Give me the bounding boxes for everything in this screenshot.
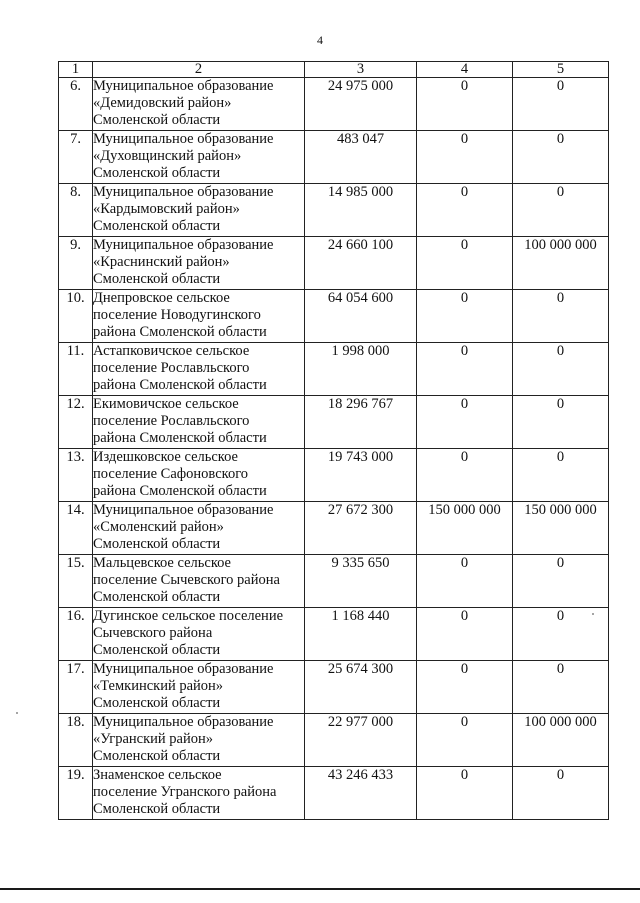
amount-col-4: 150 000 000: [417, 502, 513, 555]
header-row: [59, 62, 609, 78]
amount-col-4: 0: [417, 449, 513, 502]
amount-col-5: 0: [513, 396, 609, 449]
municipality-name-line: Муниципальное образование: [93, 184, 274, 200]
amount-col-4: 0: [417, 290, 513, 343]
amount-col-3: 24 975 000: [305, 78, 417, 131]
municipality-name: [93, 661, 305, 714]
municipality-name: [93, 237, 305, 290]
municipality-name-line: Днепровское сельское: [93, 290, 230, 306]
row-number: 18.: [59, 714, 93, 767]
municipality-name-line: «Демидовский район»: [93, 95, 232, 111]
amount-col-4: 0: [417, 396, 513, 449]
header-col-2: 2: [93, 62, 305, 78]
row-number: 7.: [59, 131, 93, 184]
municipality-name-line: «Краснинский район»: [93, 254, 230, 270]
municipality-name-line: района Смоленской области: [93, 483, 267, 499]
municipality-name-line: Мальцевское сельское: [93, 555, 231, 571]
table-row: [59, 290, 609, 343]
table-row: [59, 502, 609, 555]
amount-col-3: 18 296 767: [305, 396, 417, 449]
municipality-name-line: Смоленской области: [93, 218, 221, 234]
municipality-name-line: Муниципальное образование: [93, 237, 274, 253]
amount-col-4: 0: [417, 78, 513, 131]
municipality-name: [93, 608, 305, 661]
municipality-name-line: района Смоленской области: [93, 430, 267, 446]
municipality-name-line: Муниципальное образование: [93, 714, 274, 730]
municipality-name: [93, 449, 305, 502]
table-row: [59, 608, 609, 661]
row-number: 17.: [59, 661, 93, 714]
municipality-name-line: Смоленской области: [93, 695, 221, 711]
table-body: [59, 78, 609, 820]
amount-col-4: 0: [417, 343, 513, 396]
amount-col-4: 0: [417, 608, 513, 661]
row-number: 6.: [59, 78, 93, 131]
amount-col-5: 0: [513, 343, 609, 396]
amount-col-5: 0: [513, 184, 609, 237]
table-row: [59, 78, 609, 131]
table-row: [59, 131, 609, 184]
amount-col-3: 27 672 300: [305, 502, 417, 555]
municipality-name-line: Смоленской области: [93, 112, 221, 128]
municipality-name-line: района Смоленской области: [93, 377, 267, 393]
amount-col-3: 483 047: [305, 131, 417, 184]
municipality-name: [93, 767, 305, 820]
table-row: [59, 714, 609, 767]
header-col-4: 4: [417, 62, 513, 78]
page-bottom-rule: [0, 888, 640, 890]
row-number: 8.: [59, 184, 93, 237]
amount-col-5: 100 000 000: [513, 237, 609, 290]
amount-col-3: 1 168 440: [305, 608, 417, 661]
row-number: 9.: [59, 237, 93, 290]
amount-col-5: 0: [513, 290, 609, 343]
amount-col-4: 0: [417, 714, 513, 767]
row-number: 11.: [59, 343, 93, 396]
municipality-name-line: «Темкинский район»: [93, 678, 224, 694]
municipality-name-line: Екимовичское сельское: [93, 396, 239, 412]
amount-col-5: 0: [513, 131, 609, 184]
row-number: 14.: [59, 502, 93, 555]
table-row: [59, 555, 609, 608]
header-col-3: 3: [305, 62, 417, 78]
municipality-name-line: «Угранский район»: [93, 731, 213, 747]
table-row: [59, 184, 609, 237]
row-number: 13.: [59, 449, 93, 502]
amount-col-4: 0: [417, 184, 513, 237]
municipality-name-line: Астапковичское сельское: [93, 343, 250, 359]
municipality-name-line: поселение Сычевского района: [93, 572, 280, 588]
municipality-name-line: поселение Новодугинского: [93, 307, 261, 323]
municipality-name-line: Сычевского района: [93, 625, 213, 641]
municipality-name: [93, 343, 305, 396]
table-header: [59, 62, 609, 78]
amount-col-5: 150 000 000: [513, 502, 609, 555]
header-col-1: 1: [59, 62, 93, 78]
row-number: 12.: [59, 396, 93, 449]
budget-table: [58, 61, 609, 820]
municipality-name-line: Муниципальное образование: [93, 78, 274, 94]
municipality-name-line: Дугинское сельское поселение: [93, 608, 284, 624]
row-number: 15.: [59, 555, 93, 608]
municipality-name: [93, 396, 305, 449]
amount-col-3: 19 743 000: [305, 449, 417, 502]
municipality-name-line: Смоленской области: [93, 642, 221, 658]
municipality-name-line: Смоленской области: [93, 165, 221, 181]
municipality-name-line: поселение Рославльского: [93, 413, 250, 429]
amount-col-3: 22 977 000: [305, 714, 417, 767]
municipality-name-line: поселение Рославльского: [93, 360, 250, 376]
municipality-name-line: Смоленской области: [93, 801, 221, 817]
amount-col-5: 100 000 000: [513, 714, 609, 767]
municipality-name-line: «Смоленский район»: [93, 519, 224, 535]
amount-col-5: 0: [513, 449, 609, 502]
municipality-name: [93, 184, 305, 237]
amount-col-3: 24 660 100: [305, 237, 417, 290]
amount-col-5: 0: [513, 608, 609, 661]
amount-col-3: 1 998 000: [305, 343, 417, 396]
municipality-name-line: района Смоленской области: [93, 324, 267, 340]
municipality-name: [93, 502, 305, 555]
amount-col-5: 0: [513, 767, 609, 820]
municipality-name-line: поселение Угранского района: [93, 784, 277, 800]
municipality-name-line: Знаменское сельское: [93, 767, 222, 783]
amount-col-3: 43 246 433: [305, 767, 417, 820]
municipality-name-line: Смоленской области: [93, 271, 221, 287]
amount-col-3: 14 985 000: [305, 184, 417, 237]
amount-col-3: 25 674 300: [305, 661, 417, 714]
table-row: [59, 661, 609, 714]
amount-col-4: 0: [417, 661, 513, 714]
municipality-name-line: Муниципальное образование: [93, 502, 274, 518]
table-row: [59, 396, 609, 449]
municipality-name-line: Смоленской области: [93, 589, 221, 605]
amount-col-4: 0: [417, 237, 513, 290]
municipality-name: [93, 555, 305, 608]
amount-col-4: 0: [417, 131, 513, 184]
scan-speck: [16, 712, 18, 714]
row-number: 19.: [59, 767, 93, 820]
amount-col-3: 9 335 650: [305, 555, 417, 608]
amount-col-4: 0: [417, 767, 513, 820]
table-row: [59, 343, 609, 396]
table-row: [59, 767, 609, 820]
amount-col-5: 0: [513, 555, 609, 608]
municipality-name-line: Смоленской области: [93, 536, 221, 552]
municipality-name-line: Издешковское сельское: [93, 449, 238, 465]
municipality-name: [93, 714, 305, 767]
table-row: [59, 449, 609, 502]
scan-speck: [592, 613, 594, 615]
row-number: 16.: [59, 608, 93, 661]
municipality-name-line: Смоленской области: [93, 748, 221, 764]
amount-col-3: 64 054 600: [305, 290, 417, 343]
row-number: 10.: [59, 290, 93, 343]
amount-col-5: 0: [513, 661, 609, 714]
header-col-5: 5: [513, 62, 609, 78]
municipality-name-line: Муниципальное образование: [93, 131, 274, 147]
table-row: [59, 237, 609, 290]
amount-col-5: 0: [513, 78, 609, 131]
municipality-name: [93, 78, 305, 131]
municipality-name-line: «Духовщинский район»: [93, 148, 242, 164]
municipality-name-line: поселение Сафоновского: [93, 466, 249, 482]
municipality-name-line: «Кардымовский район»: [93, 201, 240, 217]
municipality-name-line: Муниципальное образование: [93, 661, 274, 677]
municipality-name: [93, 131, 305, 184]
amount-col-4: 0: [417, 555, 513, 608]
page-number: 4: [317, 33, 323, 47]
municipality-name: [93, 290, 305, 343]
